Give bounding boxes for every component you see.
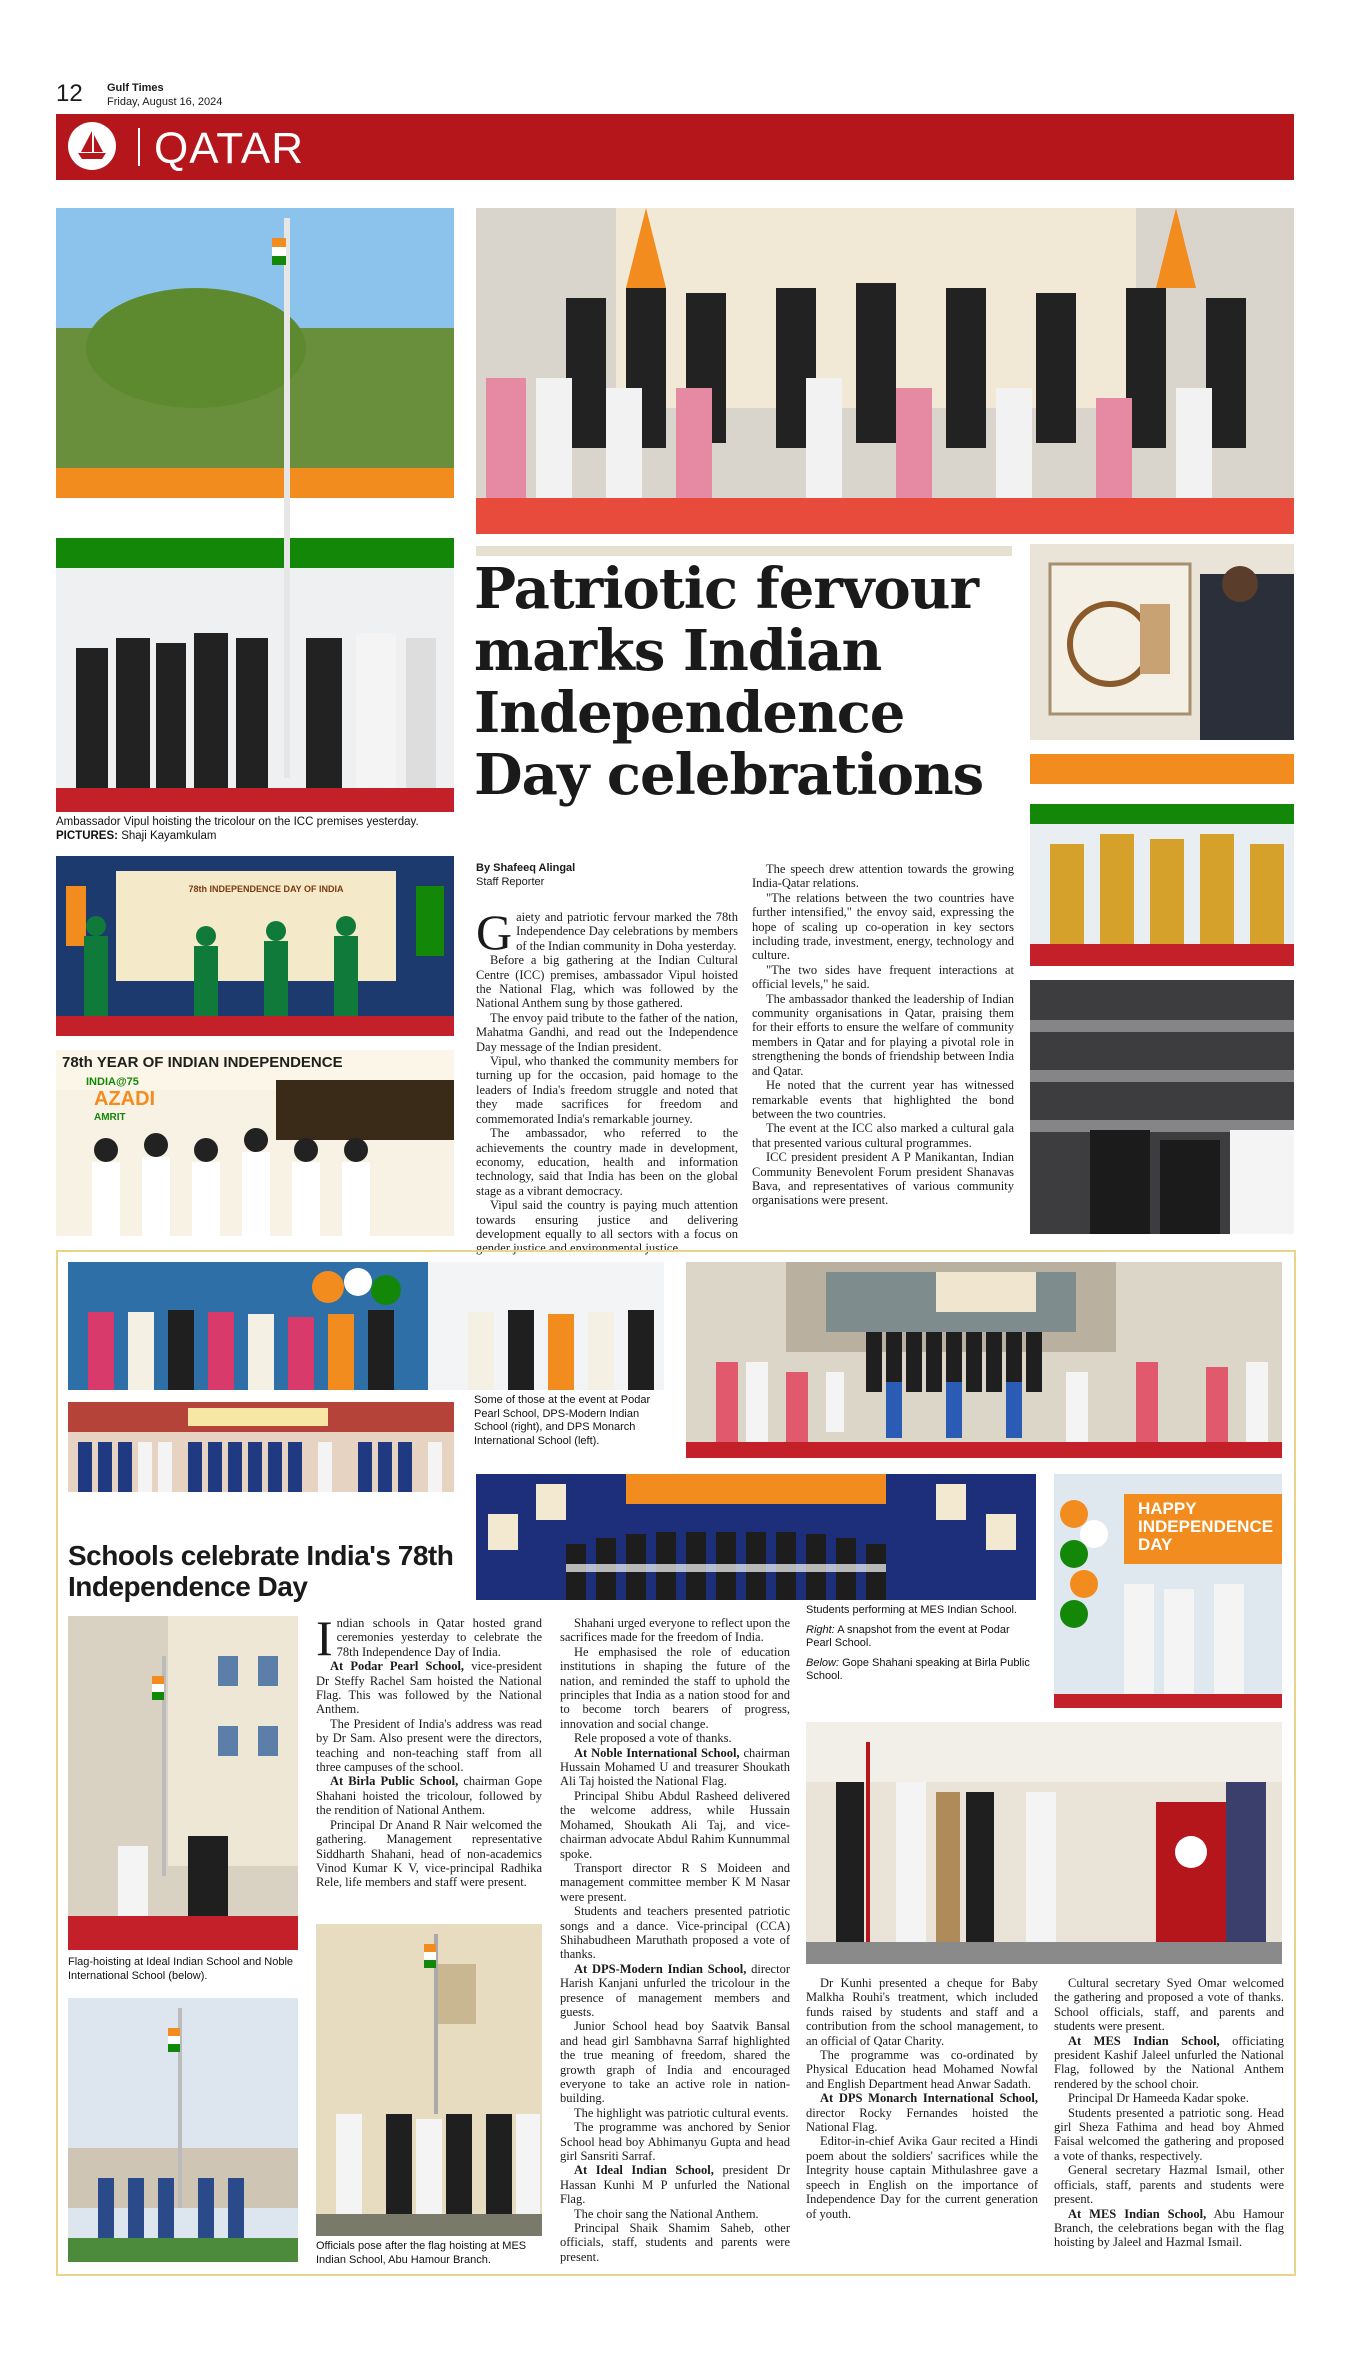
paragraph: Editor-in-chief Avika Gaur recited a Hindi poem about the soldiers' sacrifices while the Integrity house captain Mithulashree gave a speech in English on the importance of Independence Day for the current generation of youth. (806, 2134, 1038, 2221)
paragraph: aiety and patriotic fervour marked the 78th Independence Day celebrations by members of the Indian community in Doha yesterday. (516, 910, 738, 953)
paragraph: He noted that the current year has witnessed remarkable events that highlighted the bond between the two countries. (752, 1078, 1014, 1121)
top-story-column-1 (476, 904, 738, 1256)
photo-ideal-indian-flag (68, 1616, 298, 1950)
photo-mes-abu-hamour-officials (316, 1924, 542, 2236)
headline-rule (476, 546, 1012, 556)
dropcap: G (476, 904, 513, 960)
paragraph: Dr Kunhi presented a cheque for Baby Malkha Rouhi's treatment, which included funds raised by students and staff and a contribution from the school management, to an official of Qatar Charity. (806, 1976, 1038, 2048)
photo-credit: Shaji Kayamkulam (121, 829, 217, 842)
photo-choir-banner (56, 1050, 454, 1236)
page-number: 12 (56, 80, 83, 107)
choir-banner-amrit: AMRIT (94, 1112, 126, 1123)
school-name: At Birla Public School, (330, 1774, 459, 1789)
schools-column-3 (806, 1976, 1038, 2221)
schools-column-2 (560, 1616, 790, 2264)
photo-dps-monarch-group (68, 1402, 454, 1492)
paragraph: The event at the ICC also marked a cultural gala that presented various cultural programmes. (752, 1121, 1014, 1150)
paragraph: vice-president Dr Steffy Rachel Sam hoisted the National Flag. This was followed by the National Anthem. (316, 1659, 542, 1717)
byline: By Shafeeq Alingal (476, 862, 576, 874)
caption-mes-students: Students performing at MES Indian School. (806, 1604, 1017, 1616)
caption-below-text: Gope Shahani speaking at Birla Public School. (806, 1656, 1030, 1682)
paragraph: Principal Shaik Shamim Saheb, other officials, staff, students and parents were present. (560, 2221, 790, 2264)
section-divider (138, 128, 140, 166)
paragraph: Students presented a patriotic song. Head girl Sheza Fathima and head boy Ahmed Faisal welcomed the gathering and proposed a vote of thanks, respectively. (1054, 2105, 1284, 2163)
paragraph: Before a big gathering at the Indian Cultural Centre (ICC) premises, ambassador Vipul hoisted the National Flag, which was followed by the National Anthem sung by those gathered. (476, 953, 738, 1011)
paragraph: The President of India's address was read by Dr Sam. Also present were the directors, teaching and non-teaching staff from all three campuses of the school. (316, 1716, 542, 1775)
section-banner (56, 114, 1294, 180)
choir-banner-logo: INDIA@75 (86, 1076, 139, 1088)
school-name: At DPS-Modern Indian School, (574, 1961, 747, 1976)
school-name: At DPS Monarch International School, (820, 2091, 1038, 2106)
paragraph: Abu Hamour Branch, the celebrations began with the flag hoisting by Jaleel and Hazmal Ismail. (1054, 2206, 1284, 2250)
caption-right-text: A snapshot from the event at Podar Pearl School. (806, 1623, 1010, 1649)
paragraph: director Rocky Fernandes hoisted the National Flag. (806, 2105, 1038, 2135)
photo-group-children-stage (476, 208, 1294, 534)
paragraph: The programme was anchored by Senior School head boy Abhimanyu Gupta and head girl Sansriti Sarraf. (560, 2120, 790, 2164)
paragraph: The highlight was patriotic cultural events. (574, 2105, 789, 2120)
caption-mes-right-below (806, 1604, 1036, 1690)
school-name: At MES Indian School, (1068, 2033, 1220, 2048)
school-name: At Ideal Indian School, (574, 2163, 714, 2178)
paragraph: Principal Dr Hameeda Kadar spoke. (1068, 2091, 1249, 2106)
stage-backdrop-text: 78th INDEPENDENCE DAY OF INDIA (188, 884, 344, 894)
paragraph: Students and teachers presented patriotic songs and a dance. Vice-principal (CCA) Shihabudheen Maruthath proposed a vote of thanks. (560, 1904, 790, 1962)
paragraph: Cultural secretary Syed Omar welcomed the gathering and proposed a vote of thanks. School officials, staff, and parents and students were present. (1054, 1976, 1284, 2034)
photo-dancers-terrace (1030, 754, 1294, 966)
paragraph: ndian schools in Qatar hosted grand ceremonies yesterday to celebrate the 78th Independence Day of India. (336, 1616, 542, 1659)
dropcap: I (316, 1610, 333, 1666)
top-story-column-2 (752, 862, 1014, 1208)
photo-noble-flag (68, 1998, 298, 2262)
schools-column-1 (316, 1610, 543, 1890)
schools-column-4 (1054, 1976, 1284, 2250)
photo-podar-pearl-snapshot (1054, 1474, 1282, 1708)
photo-dancers-stage (56, 856, 454, 1036)
paragraph: The programme was co-ordinated by Physical Education head Mohamed Nowfal and English Department head Anwar Sadath. (806, 2048, 1038, 2091)
paragraph: Principal Shibu Abdul Rasheed delivered the welcome address, while Hussain Mohamed, Shoukath Ali Taj, and vice-chairman advocate Abdul Rahim Kunnummal spoke. (560, 1788, 790, 1861)
paragraph: General secretary Hazmal Ismail, other officials, staff, parents and students were present. (1054, 2163, 1284, 2207)
section-title: QATAR (154, 124, 305, 173)
paragraph: chairman Hussain Mohamed U and treasurer Shoukath Ali Taj hoisted the National Flag. (560, 1745, 790, 1789)
school-name: At MES Indian School, (1068, 2206, 1207, 2221)
caption-label-right: Right: (806, 1623, 835, 1636)
photo-audience (1030, 980, 1294, 1234)
paragraph: Shahani urged everyone to reflect upon the sacrifices made for the freedom of India. (560, 1616, 790, 1645)
byline-role: Staff Reporter (476, 876, 545, 888)
paragraph: The ambassador, who referred to the achievements the country made in development, economy, education, health and information technology, said that India has been on the global stage as a vibrant democracy. (476, 1126, 738, 1198)
paragraph: He emphasised the role of education institutions in shaping the future of the nation, and reminded the staff to uphold the principles that India as a nation stood for and to become torch bearers of progress, innovation and social change. (560, 1644, 790, 1731)
photo-gandhi-tribute (1030, 544, 1294, 740)
caption-officials: Officials pose after the flag hoisting at MES Indian School, Abu Hamour Branch. (316, 2240, 527, 2266)
school-name: At Podar Pearl School, (330, 1659, 465, 1674)
paragraph: Vipul, who thanked the community members for turning up for the occasion, paid homage to the leaders of India's freedom struggle and noted that they made sacrifices for freedom and commemorated India's remarkable journey. (476, 1054, 738, 1126)
photo-podar-pearl-group (68, 1262, 664, 1390)
happy-independence-banner: HAPPY INDEPENDENCE DAY (1138, 1499, 1274, 1554)
photo-ambassador-flag-hoisting (56, 208, 454, 812)
photo-dps-modern-group (686, 1262, 1282, 1458)
caption-text: Ambassador Vipul hoisting the tricolour on the ICC premises yesterday. (56, 816, 419, 828)
issue-date: Friday, August 16, 2024 (107, 96, 223, 108)
paragraph: The choir sang the National Anthem. (574, 2206, 759, 2221)
paragraph: chairman Gope Shahani hoisted the tricolour, followed by the rendition of National Anthem. (316, 1774, 543, 1818)
caption-flag-hoisting: Flag-hoisting at Ideal Indian School and Noble International School (below). (68, 1956, 294, 1982)
choir-banner-azadi: AZADI (94, 1088, 156, 1110)
photo-mes-students-performing (476, 1474, 1036, 1600)
paragraph: Vipul said the country is paying much attention towards ensuring justice and delivering development equally to all sectors with a focus on gender justice and environmental justice. (476, 1198, 738, 1256)
school-name: At Noble International School, (574, 1745, 740, 1760)
paragraph: president Dr Hassan Kunhi M P unfurled the National Flag. (560, 2163, 790, 2207)
paragraph: ICC president president A P Manikantan, Indian Community Benevolent Forum president Shanavas Bava, and representatives of various community organisations were present. (752, 1150, 1014, 1208)
photo-birla-speaking (806, 1722, 1282, 1964)
photo-credit-label: PICTURES: (56, 829, 118, 842)
paper-name: Gulf Times (107, 82, 164, 94)
paragraph: Transport director R S Moideen and management committee member K M Nasar were present. (560, 1860, 790, 1904)
paragraph: The envoy paid tribute to the father of the nation, Mahatma Gandhi, and read out the Independence Day message of the Indian president. (476, 1010, 738, 1054)
top-headline: Patriotic fervour marks Indian Independence Day celebrations (474, 556, 984, 808)
paragraph: Rele proposed a vote of thanks. (574, 1731, 732, 1746)
photo-caption-ambassador (56, 816, 476, 843)
caption-label-below: Below: (806, 1656, 840, 1669)
choir-banner-text: 78th YEAR OF INDIAN INDEPENDENCE (62, 1054, 343, 1071)
dhow-icon (68, 122, 116, 170)
paragraph: The speech drew attention towards the growing India-Qatar relations. (752, 862, 1014, 891)
schools-headline: Schools celebrate India's 78th Independence Day (68, 1540, 454, 1602)
caption-schools-group: Some of those at the event at Podar Pearl School, DPS-Modern Indian School (right), and DPS Monarch International School (left). (474, 1394, 651, 1447)
paragraph: "The two sides have frequent interactions at official levels," he said. (752, 962, 1014, 992)
paragraph: "The relations between the two countries have further intensified," the envoy said, expressing the hope of scaling up co-operation in key sectors including trade, investment, energy, technology and culture. (752, 890, 1014, 963)
paragraph: Junior School head boy Saatvik Bansal and head girl Sambhavna Sarraf highlighted the true meaning of freedom, shared the growth graph of India and encouraged everyone to take an active role in nation-building. (560, 2019, 790, 2106)
paragraph: officiating president Kashif Jaleel unfurled the National Flag, followed by the National Anthem rendered by the school choir. (1054, 2033, 1284, 2091)
paragraph: Principal Dr Anand R Nair welcomed the gathering. Management representative Siddharth Shahani, head of non-academics Vinod Kumar K V, vice-principal Radhika Rele, life members and staff were present. (316, 1817, 542, 1890)
paragraph: The ambassador thanked the leadership of Indian community organisations in Qatar, praising them for their efforts to ensure the welfare of community members in Qatar and for playing a pivotal role in strengthening the bonds of friendship between India and Qatar. (752, 991, 1014, 1078)
paragraph: director Harish Kanjani unfurled the tricolour in the presence of management members and guests. (560, 1961, 790, 2019)
